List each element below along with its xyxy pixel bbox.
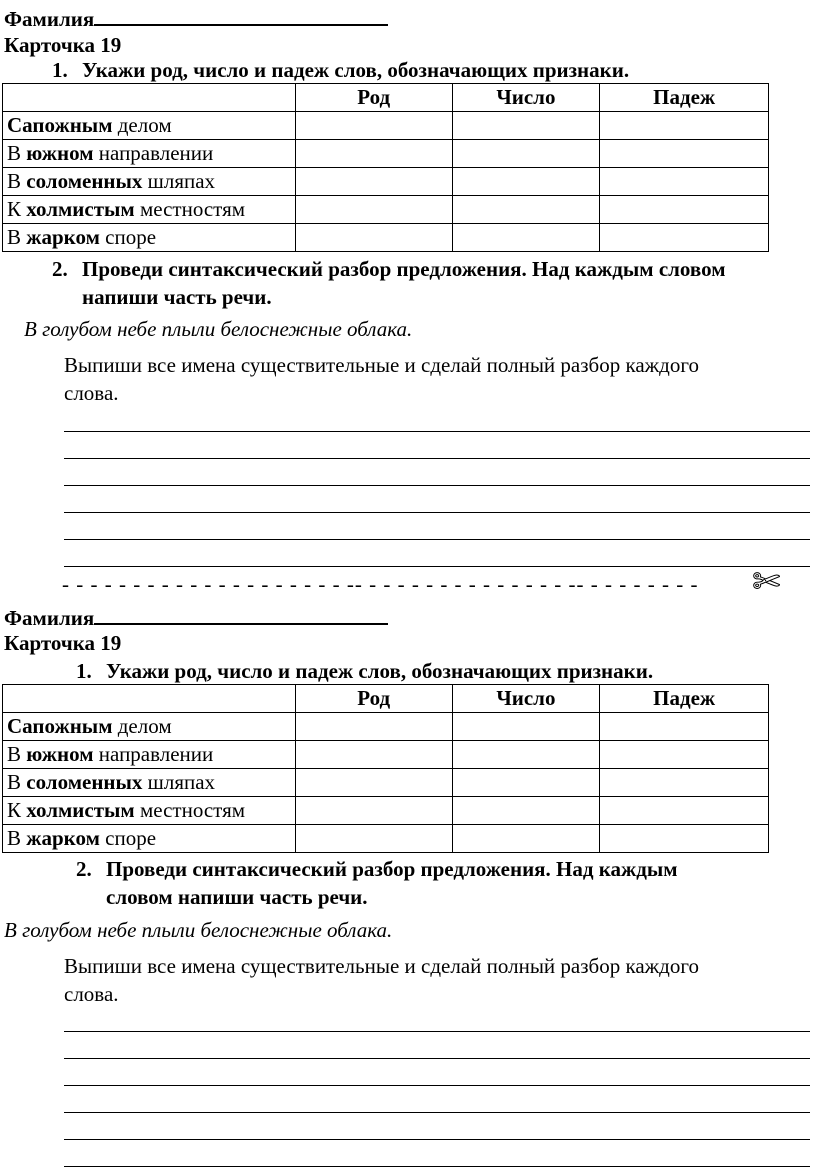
header-blank [3, 84, 296, 112]
table-row [3, 224, 769, 252]
surname-label: Фамилия [4, 606, 95, 630]
task-2-heading: 2. Проведи синтаксический разбор предложения. Над каждым [76, 857, 678, 881]
number-cell[interactable] [452, 825, 600, 853]
case-cell[interactable] [600, 196, 769, 224]
number-cell[interactable] [452, 112, 600, 140]
table-header-row [3, 84, 769, 112]
surname-field-1 [4, 4, 388, 31]
header-case: Падеж [600, 685, 769, 713]
number-cell[interactable] [452, 769, 600, 797]
surname-label: Фамилия [4, 7, 95, 31]
header-number: Число [452, 84, 600, 112]
instruction-text-cont: слова. [64, 381, 119, 405]
scissors-icon: ✄ [752, 564, 781, 601]
gender-cell[interactable] [295, 112, 452, 140]
table-row [3, 196, 769, 224]
answer-line[interactable] [64, 458, 810, 459]
attributes-table-1 [2, 83, 769, 252]
table-row [3, 825, 769, 853]
header-gender: Род [295, 84, 452, 112]
cut-line: - - - - - - - - - - - - - - - - - - - - -- - - - - - - - - - - - - - - -- - - - - - - - - [62, 572, 699, 596]
phrase-cell: В южном направлении [3, 140, 296, 168]
header-case: Падеж [600, 84, 769, 112]
header-gender: Род [295, 685, 452, 713]
card-title: Карточка 19 [4, 631, 122, 655]
task-1-heading: 1. Укажи род, число и падеж слов, обозначающих признаки. [52, 58, 630, 82]
table-row [3, 140, 769, 168]
number-cell[interactable] [452, 224, 600, 252]
phrase-cell: К холмистым местностям [3, 196, 296, 224]
number-cell[interactable] [452, 140, 600, 168]
case-cell[interactable] [600, 140, 769, 168]
table-header-row [3, 685, 769, 713]
table-row [3, 797, 769, 825]
case-cell[interactable] [600, 224, 769, 252]
answer-line[interactable] [64, 1112, 810, 1113]
answer-line[interactable] [64, 1058, 810, 1059]
phrase-cell: Сапожным делом [3, 713, 296, 741]
phrase-cell: Сапожным делом [3, 112, 296, 140]
case-cell[interactable] [600, 741, 769, 769]
number-cell[interactable] [452, 713, 600, 741]
case-cell[interactable] [600, 713, 769, 741]
answer-line[interactable] [64, 1031, 810, 1032]
answer-line[interactable] [64, 539, 810, 540]
task-1-heading: 1. Укажи род, число и падеж слов, обозначающих признаки. [76, 659, 654, 683]
instruction-text-cont: слова. [64, 982, 119, 1006]
number-cell[interactable] [452, 797, 600, 825]
phrase-cell: В южном направлении [3, 741, 296, 769]
case-cell[interactable] [600, 797, 769, 825]
number-cell[interactable] [452, 196, 600, 224]
answer-line[interactable] [64, 512, 810, 513]
table-row [3, 741, 769, 769]
gender-cell[interactable] [295, 713, 452, 741]
case-cell[interactable] [600, 825, 769, 853]
answer-line[interactable] [64, 566, 810, 567]
gender-cell[interactable] [295, 769, 452, 797]
answer-line[interactable] [64, 431, 810, 432]
answer-line[interactable] [64, 1166, 810, 1167]
card-title: Карточка 19 [4, 33, 122, 57]
table-row [3, 168, 769, 196]
header-number: Число [452, 685, 600, 713]
surname-blank[interactable] [94, 4, 388, 26]
phrase-cell: В соломенных шляпах [3, 168, 296, 196]
table-row [3, 112, 769, 140]
number-cell[interactable] [452, 168, 600, 196]
task-2-heading: 2. Проведи синтаксический разбор предложения. Над каждым словом [52, 257, 726, 281]
number-cell[interactable] [452, 741, 600, 769]
answer-line[interactable] [64, 1085, 810, 1086]
gender-cell[interactable] [295, 825, 452, 853]
gender-cell[interactable] [295, 168, 452, 196]
analysis-sentence: В голубом небе плыли белоснежные облака. [4, 918, 393, 942]
gender-cell[interactable] [295, 797, 452, 825]
table-row [3, 713, 769, 741]
case-cell[interactable] [600, 769, 769, 797]
gender-cell[interactable] [295, 224, 452, 252]
analysis-sentence: В голубом небе плыли белоснежные облака. [24, 317, 413, 341]
surname-field-2 [4, 603, 388, 630]
instruction-text: Выпиши все имена существительные и сделай полный разбор каждого [64, 353, 699, 377]
instruction-text: Выпиши все имена существительные и сделай полный разбор каждого [64, 954, 699, 978]
gender-cell[interactable] [295, 140, 452, 168]
task-2-heading-cont: напиши часть речи. [82, 285, 272, 309]
case-cell[interactable] [600, 168, 769, 196]
phrase-cell: В соломенных шляпах [3, 769, 296, 797]
surname-blank[interactable] [94, 603, 388, 625]
table-row [3, 769, 769, 797]
phrase-cell: В жарком споре [3, 224, 296, 252]
phrase-cell: В жарком споре [3, 825, 296, 853]
gender-cell[interactable] [295, 741, 452, 769]
answer-line[interactable] [64, 485, 810, 486]
case-cell[interactable] [600, 112, 769, 140]
phrase-cell: К холмистым местностям [3, 797, 296, 825]
attributes-table-2 [2, 684, 769, 853]
answer-line[interactable] [64, 1139, 810, 1140]
header-blank [3, 685, 296, 713]
gender-cell[interactable] [295, 196, 452, 224]
task-2-heading-cont: словом напиши часть речи. [106, 885, 368, 909]
